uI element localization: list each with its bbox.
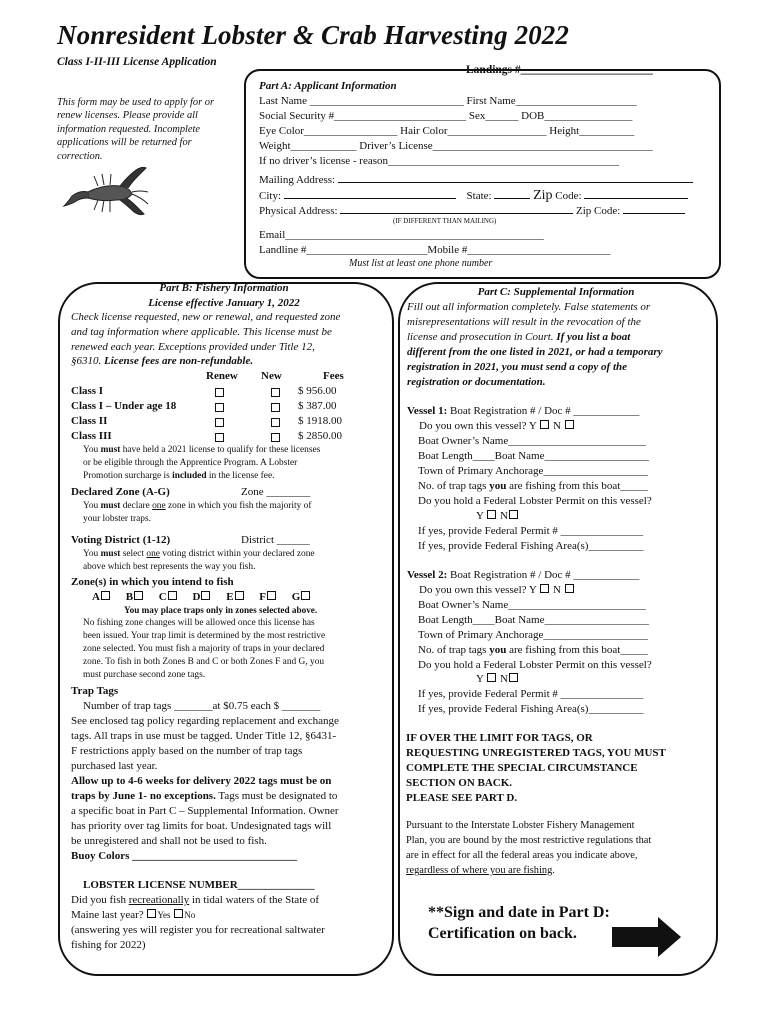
traps-1: No. of trap tags [418,644,490,656]
email-field[interactable]: Email_______________________________________________ [259,229,544,241]
zone-field[interactable]: Zone ________ [241,486,311,498]
traps-you: you [489,644,507,656]
buoy-colors-field[interactable]: Buoy Colors ______________________________ [71,850,298,862]
must-note-1a: You [83,445,101,455]
vessel-2-federal-question: Do you hold a Federal Lobster Permit on this vessel? [418,659,652,671]
zone-d-checkbox[interactable] [201,591,210,600]
vessel-1-federal-yn[interactable] [476,509,519,524]
must-note-1 [83,444,320,457]
zone-text: been issued. Your trap limit is determined by the most restrictive [83,631,326,641]
zone-c-label: C [158,591,167,603]
class-2-new-checkbox[interactable] [271,418,280,427]
must-note-2: or be eligible through the Apprentice Program. A Lobster [83,458,298,468]
mailing-label: Mailing Address: [259,174,336,186]
zone-a-label: A [92,591,100,603]
vessel-2-federal-yn[interactable] [476,672,519,687]
voting-1e: voting district within your declared zone [159,549,315,559]
tag-text: purchased last year. [71,760,158,772]
physical-fields[interactable]: Eye Color_________________ Hair Color__________________ Height__________ [259,125,635,137]
part-c-intro: misrepresentations will result in the revocation of the [407,316,641,328]
name-fields[interactable]: Last Name ____________________________ First Name______________________ [259,95,637,107]
declare-1b: must [100,501,121,511]
part-b-desc-4 [71,354,253,369]
vessel-2-registration[interactable] [407,568,639,583]
ssn-fields[interactable]: Social Security #________________________ Sex______ DOB________________ [259,110,633,122]
declared-zone-label: Declared Zone (A-G) [71,486,170,498]
vessel-2-label: Vessel 2: [407,569,448,581]
zone-text: No fishing zone changes will be allowed once this license has [83,618,315,628]
own-no-checkbox[interactable] [565,420,574,429]
col-fees: Fees [323,370,344,382]
vessel-1-reg: Boat Registration # / Doc # ____________ [447,405,640,417]
col-new: New [261,370,282,382]
part-b-desc-3: renewed each year. Exceptions provided under Title 12, [71,341,315,353]
vessel-1-label: Vessel 1: [407,405,448,417]
rec-2: Maine last year? [71,909,144,921]
fed-no-checkbox[interactable] [509,673,518,682]
zone-d-label: D [192,591,201,603]
class-3-renew-checkbox[interactable] [215,433,224,442]
declare-note-2: your lobster traps. [83,514,151,524]
col-renew: Renew [206,370,238,382]
vessel-2-owner[interactable]: Boat Owner’s Name_________________________ [418,599,646,611]
voting-note-1 [83,548,315,561]
must-note-1b: must [100,445,121,455]
allow-text-1: Allow up to 4-6 weeks for delivery 2022 tags must be on [71,775,332,787]
own-question: Do you own this vessel? Y [419,584,537,596]
zone-b-label: B [125,591,134,603]
lobster-illustration [58,162,150,220]
pursuant-text: Pursuant to the Interstate Lobster Fishery Management [406,820,635,831]
zone-text: zone selected. You must fish a majority of traps in your declared [83,644,325,654]
part-a-title: Part A: Applicant Information [259,80,397,92]
class-fee: $ 2850.00 [298,430,342,442]
must-note-3a: Promotion surcharge is [83,471,173,481]
rec-question-1 [71,893,319,908]
title-12-ref: §6310. [71,355,104,367]
traps-2: are fishing from this boat_____ [506,644,648,656]
vessel-2-traps[interactable] [418,643,648,658]
vessel-1-own[interactable] [419,419,575,434]
rec-yes-checkbox[interactable] [147,909,156,918]
own-n-label: N [552,420,561,432]
zone-f-checkbox[interactable] [267,591,276,600]
vessel-2-fed-area[interactable]: If yes, provide Federal Fishing Area(s)__________ [418,703,644,715]
fed-n-label: N [500,673,508,685]
voting-district-label: Voting District (1-12) [71,534,171,546]
city-state-zip-row[interactable] [259,188,688,204]
fed-no-checkbox[interactable] [509,510,518,519]
part-c-bold: registration or documentation. [407,376,546,388]
class-fee: $ 1918.00 [298,415,342,427]
vessel-2-reg: Boat Registration # / Doc # ____________ [447,569,640,581]
zones-title: Zone(s) in which you intend to fish [71,576,234,588]
rec-1c: in tidal waters of the State of [189,894,320,906]
voting-1a: You [83,549,101,559]
limit-text: REQUESTING UNREGISTERED TAGS, YOU MUST [406,747,666,759]
traps-1: No. of trap tags [418,480,490,492]
form-subtitle: Class I-II-III License Application [57,56,217,68]
fed-n-label: N [500,510,508,522]
own-yes-checkbox[interactable] [540,420,549,429]
vessel-1-registration[interactable] [407,404,639,419]
phone-fields[interactable]: Landline #______________________Mobile #__________________________ [259,244,611,256]
zip-line[interactable] [584,188,688,199]
city-label: City: [259,190,282,202]
part-c-intro [407,330,630,345]
rec-note-1: (answering yes will register you for recreational saltwater [71,924,325,936]
allow-text-5: be unregistered and shall not be used to fish. [71,835,267,847]
declare-1e: zone in which you fish the majority of [165,501,312,511]
part-b-desc-2: and tag information where applicable. This license must be [71,326,332,338]
license-effective: License effective January 1, 2022 [148,297,300,309]
pursuant-text-4: regardless of where you are fishing. [406,865,555,876]
vessel-2-fed-permit[interactable]: If yes, provide Federal Permit # _______________ [418,688,644,700]
limit-text: SECTION ON BACK. [406,777,513,789]
zone-g-label: G [291,591,301,603]
declare-note-1 [83,500,311,513]
tag-text: See enclosed tag policy regarding replacement and exchange [71,715,339,727]
own-question: Do you own this vessel? Y [419,420,537,432]
page-title: Nonresident Lobster & Crab Harvesting 2022 [57,20,569,50]
traps-2: are fishing from this boat_____ [506,480,648,492]
declare-1a: You [83,501,101,511]
zip-label: Zip [533,188,553,203]
declare-1c: declare [120,501,153,511]
class-1u18-renew-checkbox[interactable] [215,403,224,412]
fed-y-label: Y [476,673,484,685]
voting-1c: select [120,549,147,559]
own-no-checkbox[interactable] [565,584,574,593]
part-c-bold: registration in 2021, you must send a copy of the [407,361,628,373]
zone-text: zone. To fish in both Zones B and C or both Zones F and G, you [83,657,325,667]
physical-line[interactable] [340,203,573,214]
zone-text: must purchase second zone tags. [83,670,206,680]
tag-text: F restrictions apply based on the number of trap tags [71,745,303,757]
zone-a-checkbox[interactable] [101,591,110,600]
form-intro: This form may be used to apply for or renew licenses. Please provide all information requested. Incomplete applications will be returned for correction. [57,97,215,162]
allow-text-4: has priority over tag limits for boat. Undesignated tags will [71,820,332,832]
class-fee: $ 956.00 [298,385,337,397]
class-3-new-checkbox[interactable] [271,433,280,442]
vessel-1-anchorage[interactable]: Town of Primary Anchorage___________________ [418,465,648,477]
fed-yes-checkbox[interactable] [487,673,496,682]
own-n-label: N [552,584,561,596]
rec-1b: recreationally [128,894,190,906]
part-c-intro: Fill out all information completely. False statements or [407,301,651,313]
part-c-bold: different from the one listed in 2021, or had a temporary [407,346,663,358]
limit-text: COMPLETE THE SPECIAL CIRCUMSTANCE [406,762,638,774]
state-line[interactable] [494,188,530,199]
voting-note-2: above which best represents the way you fish. [83,562,256,572]
class-label: Class I – Under age 18 [71,400,177,412]
class-label: Class III [71,430,112,442]
part-c-title: Part C: Supplemental Information [477,286,635,298]
regardless-text: regardless of where you are fishing [406,865,553,876]
pursuant-text: are in effect for all the federal areas you indicate above, [406,850,638,861]
lobster-license-number[interactable]: LOBSTER LICENSE NUMBER______________ [83,879,315,891]
pursuant-text: Plan, you are bound by the most restrictive regulations that [406,835,652,846]
vessel-2-own[interactable] [419,583,575,598]
no-license-reason[interactable]: If no driver’s license - reason__________________________________________ [259,155,619,167]
vessel-1-federal-question: Do you hold a Federal Lobster Permit on this vessel? [418,495,652,507]
city-line[interactable] [284,188,456,199]
own-yes-checkbox[interactable] [540,584,549,593]
rec-note-2: fishing for 2022) [71,939,146,951]
allow-2a: traps by June 1- no exceptions. [71,790,216,802]
rec-no-label: No [184,910,196,920]
landings-field[interactable]: Landings #_______________________ [466,64,653,76]
code-label: Code: [555,190,582,202]
trap-tags-label: Trap Tags [71,685,119,697]
mailing-line[interactable] [338,172,693,183]
trap-tags-field[interactable]: Number of trap tags _______at $0.75 each $ _______ [83,700,321,712]
vessel-1-length-name[interactable]: Boat Length____Boat Name___________________ [418,450,649,462]
limit-text: PLEASE SEE PART D. [406,792,518,804]
physical-zip-label: Zip Code: [576,205,621,217]
part-b-desc-1: Check license requested, new or renewal, and requested zone [71,311,341,323]
mailing-address-row[interactable] [259,172,693,188]
declare-1d: one [152,501,166,511]
zone-g-checkbox[interactable] [301,591,310,600]
class-1-renew-checkbox[interactable] [215,388,224,397]
allow-text-3: a specific boat in Part C – Supplemental Information. Owner [71,805,339,817]
tag-text: tags. All traps in use must be tagged. Under Title 12, §6431- [71,730,337,742]
vessel-1-owner[interactable]: Boat Owner’s Name_________________________ [418,435,646,447]
vessel-2-length-name[interactable]: Boat Length____Boat Name___________________ [418,614,649,626]
district-field[interactable]: District ______ [241,534,310,546]
part-b-title: Part B: Fishery Information [159,282,289,294]
zone-e-label: E [226,591,234,603]
physical-label: Physical Address: [259,205,338,217]
fed-yes-checkbox[interactable] [487,510,496,519]
phone-note: Must list at least one phone number [349,258,493,269]
class-2-renew-checkbox[interactable] [215,418,224,427]
arrow-right-icon [612,917,682,957]
physical-zip-line[interactable] [623,203,685,214]
fees-nonrefundable: License fees are non-refundable. [104,355,254,367]
rec-yes-label: Yes [157,910,171,920]
must-note-3 [83,470,274,483]
must-note-3c: in the license fee. [206,471,275,481]
vessel-1-traps[interactable] [418,479,648,494]
sign-instruction-2: Certification on back. [428,925,577,942]
sign-instruction-1: **Sign and date in Part D: [428,904,610,921]
fed-y-label: Y [476,510,484,522]
rec-question-2[interactable] [71,908,195,923]
vessel-2-anchorage[interactable]: Town of Primary Anchorage___________________ [418,629,648,641]
class-1u18-new-checkbox[interactable] [271,403,280,412]
class-fee: $ 387.00 [298,400,337,412]
zone-f-label: F [259,591,267,603]
must-note-1c: have held a 2021 license to qualify for these licenses [120,445,321,455]
zone-checkboxes[interactable] [92,590,311,605]
part-c-bold-1: If you list a boat [556,331,631,343]
limit-text: IF OVER THE LIMIT FOR TAGS, OR [406,732,593,744]
class-label: Class II [71,415,108,427]
voting-1b: must [100,549,121,559]
if-different-note: (IF DIFFERENT THAN MAILING) [393,217,497,225]
rec-no-checkbox[interactable] [174,909,183,918]
class-label: Class I [71,385,104,397]
license-fields[interactable]: Weight____________ Driver’s License________________________________________ [259,140,653,152]
must-note-3b: included [172,471,207,481]
part-c-intro-3: license and prosecution in Court. [407,331,554,343]
class-1-new-checkbox[interactable] [271,388,280,397]
vessel-1-fed-permit[interactable]: If yes, provide Federal Permit # _______________ [418,525,644,537]
rec-1a: Did you fish [71,894,129,906]
vessel-1-fed-area[interactable]: If yes, provide Federal Fishing Area(s)__________ [418,540,644,552]
zones-note: You may place traps only in zones selected above. [124,605,318,615]
allow-text-2 [71,789,337,804]
traps-you: you [489,480,507,492]
zone-b-checkbox[interactable] [134,591,143,600]
voting-1d: one [146,549,160,559]
zone-c-checkbox[interactable] [168,591,177,600]
allow-2b: Tags must be designated to [215,790,338,802]
state-label: State: [466,190,492,202]
zone-e-checkbox[interactable] [235,591,244,600]
